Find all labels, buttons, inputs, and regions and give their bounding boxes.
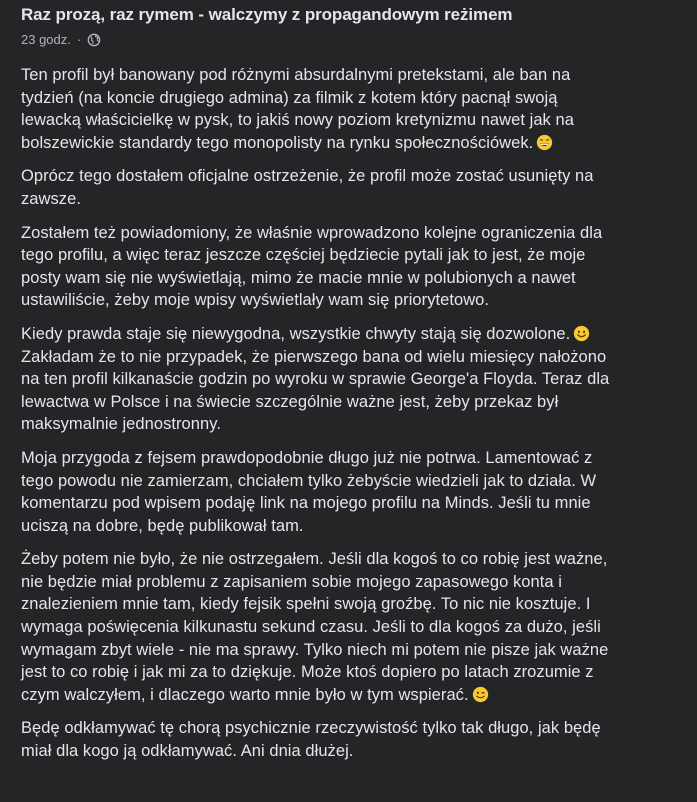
- post-text-line: [21, 132, 686, 155]
- post-text-line: [21, 717, 686, 740]
- post-text: zawsze.: [21, 189, 81, 208]
- post-text-line: [21, 639, 686, 662]
- post-text: tego powodu nie zamierzam, chciałem tylko żebyście wiedzieli jak to działa. W: [21, 471, 597, 490]
- post-text: nie będzie miał problemu z zapisaniem sobie mojego zapasowego konta i: [21, 572, 562, 591]
- post-text: na ten profil kilkanaście godzin po wyroku w sprawie George'a Floyda. Teraz dla: [21, 370, 610, 389]
- post-text: wymaga poświęcenia kilkunastu sekund czasu. Jeśli to dla kogoś za dużo, jeśli: [21, 618, 601, 637]
- post-text-line: [21, 346, 686, 369]
- page-title[interactable]: Raz prozą, raz rymem - walczymy z propagandowym reżimem: [21, 5, 513, 24]
- post-text-line: [21, 391, 686, 414]
- post-text-line: [21, 740, 686, 763]
- post-text-line: [21, 87, 686, 110]
- post-text: znalezieniem mnie tam, kiedy fejsik spełni swoją groźbę. To nic nie kosztuje. I: [21, 595, 591, 614]
- post-text: komentarzu pod wpisem podaję link na mojego profilu na Minds. Jeśli tu mnie: [21, 494, 591, 513]
- post-text-line: [21, 165, 686, 188]
- post-text: Zakładam że to nie przypadek, że pierwszego bana od wielu miesięcy nałożono: [21, 347, 607, 366]
- post-text-line: [21, 470, 686, 493]
- post-text-line: [21, 548, 686, 571]
- post-text: posty wam się nie wyświetlają, mimo że macie mnie w polubionych a nawet: [21, 268, 576, 287]
- post-text-line: [21, 571, 686, 594]
- post-text-line: [21, 188, 686, 211]
- post-text-line: [21, 109, 686, 132]
- post-text-line: [21, 267, 686, 290]
- post-paragraph: [21, 548, 686, 706]
- post-text-line: [21, 616, 686, 639]
- post-paragraph: [21, 64, 686, 154]
- post-body: [21, 64, 686, 774]
- post-timestamp[interactable]: 23 godz.: [21, 32, 71, 47]
- post-text: miał dla kogo ją odkłamywać. Ani dnia dłużej.: [21, 742, 354, 761]
- post-text-line: [21, 289, 686, 312]
- post-paragraph: [21, 323, 686, 436]
- post-text: Oprócz tego dostałem oficjalne ostrzeżenie, że profil może zostać usunięty na: [21, 167, 594, 186]
- post-text-line: [21, 684, 686, 707]
- post-text-line: [21, 492, 686, 515]
- smiling-face-emoji: [573, 325, 590, 342]
- post-text: wymagam zbyt wiele - nie ma sprawy. Tylko niech mi potem nie pisze jak ważne: [21, 640, 609, 659]
- post-text-line: [21, 323, 686, 346]
- post-paragraph: [21, 717, 686, 762]
- post-text-line: [21, 447, 686, 470]
- post-text-line: [21, 64, 686, 87]
- winking-face-emoji: [472, 686, 489, 703]
- post-text: lewacką właścicielkę w pysk, to jakiś nowy poziom kretynizmu nawet jak na: [21, 111, 574, 130]
- post-text: Będę odkłamywać tę chorą psychicznie rzeczywistość tylko tak długo, jak będę: [21, 719, 601, 738]
- post-text: uciszą na dobre, będę publikował tam.: [21, 516, 304, 535]
- meta-separator: ·: [76, 32, 82, 47]
- post-text: Moja przygoda z fejsem prawdopodobnie długo już nie potrwa. Lamentować z: [21, 448, 593, 467]
- post-paragraph: [21, 222, 686, 312]
- post-text: jest to co robię i jak mi za to dziękuje. Może ktoś dopiero po latach zrozumie z: [21, 663, 594, 682]
- post-text-line: [21, 368, 686, 391]
- post-text: maksymalnie jednostronny.: [21, 415, 221, 434]
- post-text-line: [21, 222, 686, 245]
- post-text-line: [21, 661, 686, 684]
- post-text: bolszewickie standardy tego monopolisty na rynku społecznościówek.: [21, 133, 534, 152]
- post-paragraph: [21, 165, 686, 210]
- grinning-sweat-emoji: [536, 134, 553, 151]
- post-text: Zostałem też powiadomiony, że właśnie wprowadzono kolejne ograniczenia dla: [21, 223, 603, 242]
- post-text: czym walczyłem, i dlaczego warto mnie było w tym wspierać.: [21, 685, 469, 704]
- post-text: ustawiliście, żeby moje wpisy wyświetlały wam się priorytetowo.: [21, 291, 490, 310]
- post-text-line: [21, 515, 686, 538]
- post-text-line: [21, 413, 686, 436]
- post-header: [21, 5, 512, 47]
- post-text: lewactwa w Polsce i na świecie szczególnie ważne jest, żeby przekaz był: [21, 392, 559, 411]
- post-text-line: [21, 593, 686, 616]
- post-text: Kiedy prawda staje się niewygodna, wszystkie chwyty stają się dozwolone.: [21, 324, 571, 343]
- post-text: Ten profil był banowany pod różnymi absurdalnymi pretekstami, ale ban na: [21, 66, 571, 84]
- post-text: Żeby potem nie było, że nie ostrzegałem. Jeśli dla kogoś to co robię jest ważne,: [21, 550, 608, 569]
- post-meta: [21, 32, 512, 47]
- globe-icon[interactable]: [87, 33, 101, 47]
- post-text-line: [21, 244, 686, 267]
- post-paragraph: [21, 447, 686, 537]
- post-text: tydzień (na koncie drugiego admina) za filmik z kotem który pacnął swoją: [21, 88, 558, 107]
- post-text: tego profilu, a więc teraz jeszcze częściej będziecie pytali jak to jest, że moje: [21, 246, 586, 265]
